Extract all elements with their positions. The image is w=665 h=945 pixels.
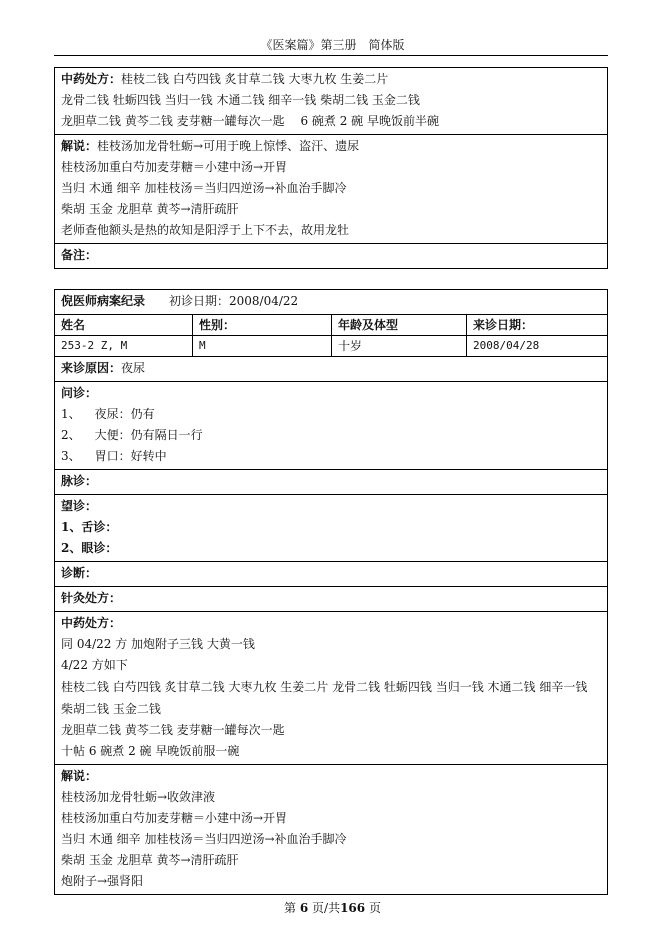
explanation-line: 柴胡 玉金 龙胆草 黄芩→清肝疏肝 [61, 202, 239, 216]
page-header: 《医案篇》第三册 简体版 [260, 38, 405, 52]
visit-date: 2008/04/28 [466, 336, 607, 356]
pulse-label: 脉诊： [61, 474, 98, 488]
diagnosis-label: 诊断： [61, 566, 98, 580]
first-visit-date: 初诊日期：2008/04/22 [169, 294, 299, 308]
prescription-line: 桂枝二钱 白芍四钱 炙甘草二钱 大枣九枚 生姜二片 龙骨二钱 牡蛎四钱 当归一钱 木通二钱 细辛一钱 柴胡二钱 玉金二钱 [61, 680, 588, 716]
look-label: 望诊： [61, 499, 98, 513]
page-footer [0, 899, 665, 916]
inquiry-text: 大便：仍有隔日一行 [94, 428, 203, 442]
explanation-section [55, 764, 607, 894]
inquiry-text: 胃口：好转中 [94, 449, 167, 463]
patient-info-header [55, 314, 607, 335]
header-rule [54, 55, 608, 56]
explanation-line: 老师查他额头是热的故知是阳浮于上下不去，故用龙牡 [61, 223, 350, 237]
prescription-line: 桂枝二钱 白芍四钱 炙甘草二钱 大枣九枚 生姜二片 [121, 72, 389, 86]
page-number: 6 [299, 901, 309, 915]
patient-sex: M [192, 336, 331, 356]
reason-value: 夜尿 [121, 361, 146, 375]
reason-section [55, 356, 607, 381]
prescription-line: 十帖 6 碗煮 2 碗 早晚饭前服一碗 [61, 744, 240, 758]
pulse-section [55, 469, 607, 494]
inquiry-text: 夜尿：仍有 [94, 407, 155, 421]
column-header: 年龄及体型 [331, 315, 466, 335]
page-total: 166 [340, 901, 366, 915]
inquiry-num: 2、 [61, 428, 81, 442]
record-title: 倪医师病案纪录 [61, 294, 146, 308]
prescription-line: 龙骨二钱 牡蛎四钱 当归一钱 木通二钱 细辛一钱 柴胡二钱 玉金二钱 [61, 93, 420, 107]
patient-id: 253-2 Z, M [61, 339, 128, 352]
prescription-line: 龙胆草二钱 黄芩二钱 麦芽糖一罐每次一匙 6 碗煮 2 碗 早晚饭前半碗 [61, 114, 439, 128]
prescription-line: 4/22 方如下 [61, 658, 128, 672]
explanation-line: 当归 木通 细辛 加桂枝汤＝当归四逆汤→补血治手脚冷 [61, 181, 347, 195]
record-title-row [55, 290, 607, 314]
prescription-label: 中药处方： [61, 72, 122, 86]
look-section [55, 494, 607, 561]
patient-info-values [55, 335, 607, 356]
explanation-line: 桂枝汤加重白芍加麦芽糖＝小建中汤→开胃 [61, 160, 288, 174]
tongue-label: 1、舌诊： [61, 520, 118, 534]
eye-label: 2、眼诊： [61, 541, 118, 555]
page-mid: 页/共 [312, 901, 341, 915]
reason-label: 来诊原因： [61, 361, 122, 375]
patient-age: 十岁 [331, 336, 466, 356]
inquiry-label: 问诊： [61, 386, 98, 400]
prescription-label: 中药处方： [61, 616, 122, 630]
acupuncture-label: 针灸处方： [61, 591, 122, 605]
prescription-section [55, 611, 607, 764]
explanation-line: 当归 木通 细辛 加桂枝汤＝当归四逆汤→补血治手脚冷 [61, 832, 347, 846]
explanation-line: 柴胡 玉金 龙胆草 黄芩→清肝疏肝 [61, 853, 239, 867]
inquiry-num: 3、 [61, 449, 81, 463]
inquiry-num: 1、 [61, 407, 81, 421]
explanation-label: 解说： [61, 769, 98, 783]
page-prefix: 第 [284, 901, 297, 915]
acupuncture-section [55, 586, 607, 611]
diagnosis-section [55, 561, 607, 586]
prescription-line: 龙胆草二钱 黄芩二钱 麦芽糖一罐每次一匙 [61, 723, 285, 737]
notes-label: 备注： [61, 248, 98, 262]
column-header: 性别： [192, 315, 331, 335]
explanation-line: 桂枝汤加龙骨牡蛎→可用于晚上惊悸、盗汗、遗尿 [97, 139, 360, 153]
inquiry-section [55, 381, 607, 469]
page-suffix: 页 [368, 901, 381, 915]
notes-section [55, 243, 607, 268]
explanation-line: 桂枝汤加重白芍加麦芽糖＝小建中汤→开胃 [61, 811, 288, 825]
explanation-section [55, 134, 607, 243]
prescription-line: 同 04/22 方 加炮附子三钱 大黄一钱 [61, 637, 255, 651]
explanation-label: 解说： [61, 139, 98, 153]
column-header: 姓名 [61, 318, 86, 332]
explanation-line: 炮附子→强肾阳 [61, 874, 144, 888]
patient-record [54, 289, 608, 895]
record-continuation [54, 67, 608, 269]
column-header: 来诊日期： [466, 315, 607, 335]
explanation-line: 桂枝汤加龙骨牡蛎→收敛津液 [61, 790, 216, 804]
prescription-section [55, 68, 607, 134]
